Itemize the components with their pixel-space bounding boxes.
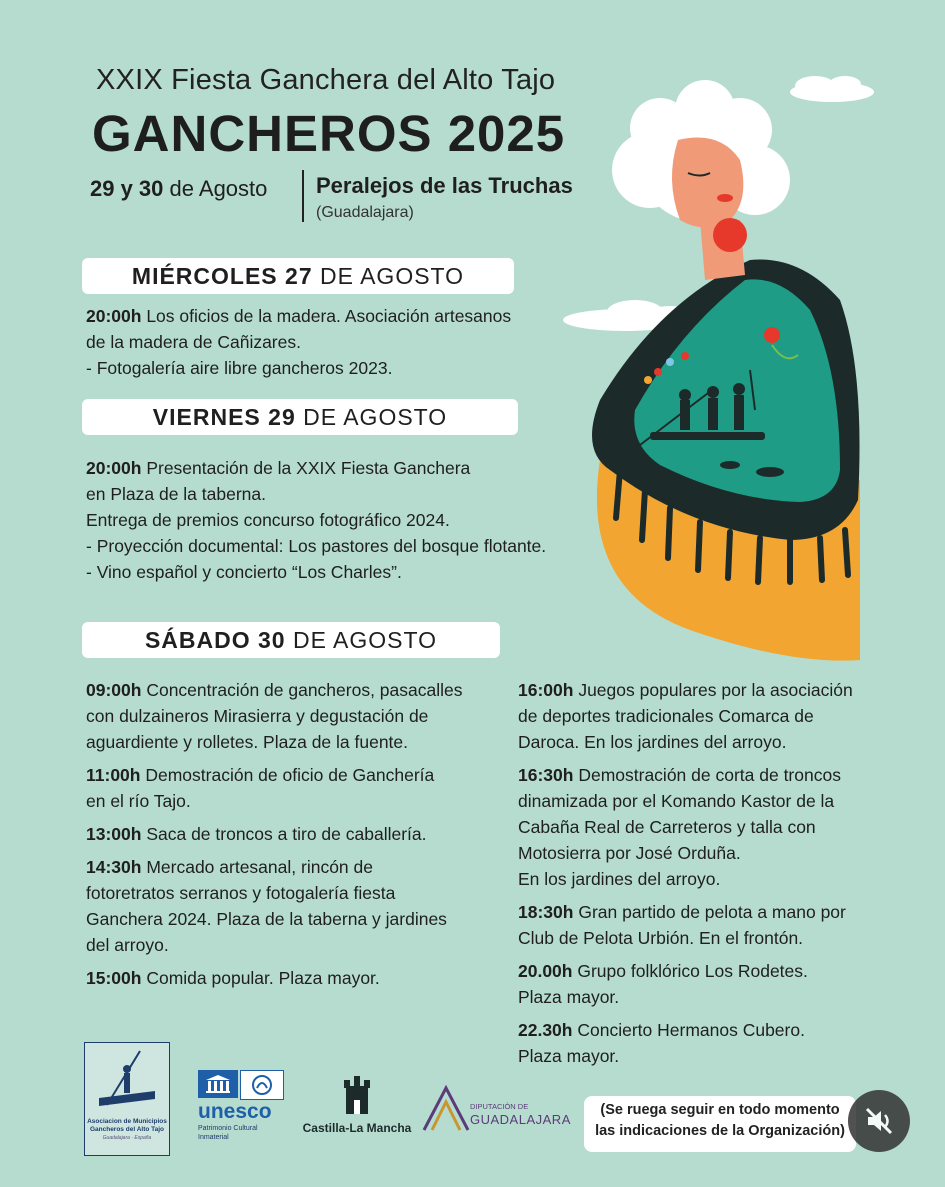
event-text: Plaza mayor. (518, 1046, 620, 1066)
event-text: Grupo folklórico Los Rodetes. (577, 961, 808, 981)
event-text: Concierto Hermanos Cubero. (577, 1020, 805, 1040)
event-text: Demostración de corta de troncos (578, 765, 841, 785)
triangle-icon (420, 1082, 472, 1134)
event-text: Presentación de la XXIX Fiesta Ganchera (146, 458, 471, 478)
event-text: Ganchera 2024. Plaza de la taberna y jardines (86, 909, 447, 929)
association-name: Gancheros del Alto Tajo (89, 1126, 165, 1133)
notice-text: (Se ruega seguir en todo momento (600, 1102, 840, 1118)
list-item (518, 1017, 928, 1069)
event-text: aguardiente y rolletes. Plaza de la fuente. (86, 732, 409, 752)
event-time: 22.30h (518, 1020, 573, 1040)
event-subtitle: XXIX Fiesta Ganchera del Alto Tajo (96, 64, 556, 96)
event-text: En los jardines del arroyo. (518, 869, 721, 889)
event-text: Concentración de gancheros, pasacalles (146, 680, 463, 700)
list-item (518, 899, 928, 951)
event-text: Club de Pelota Urbión. En el frontón. (518, 928, 804, 948)
event-time: 20:00h (86, 306, 142, 326)
day-header-rest: DE AGOSTO (320, 263, 465, 289)
event-text: Los oficios de la madera. Asociación artesanos (146, 306, 512, 326)
event-time: 16:30h (518, 765, 574, 785)
association-place: Guadalajara · España (102, 1135, 152, 1141)
event-text: Gran partido de pelota a mano por (578, 902, 846, 922)
day-header-bold: VIERNES 29 (152, 404, 296, 430)
event-text: Entrega de premios concurso fotográfico 2024. (86, 510, 450, 530)
temple-icon (198, 1070, 238, 1098)
event-text: Motosierra por José Orduña. (518, 843, 741, 863)
list-item (86, 677, 506, 755)
unesco-subtitle: Patrimonio Cultural (198, 1125, 258, 1132)
event-text: fotoretratos serranos y fotogalería fiesta (86, 883, 396, 903)
header-divider (302, 170, 304, 222)
event-text: Saca de troncos a tiro de caballería. (146, 824, 427, 844)
day-header-saturday (82, 622, 500, 658)
association-logo (84, 1042, 170, 1156)
event-title: GANCHEROS 2025 (92, 105, 566, 162)
speaker-muted-icon (862, 1104, 896, 1138)
day-header-friday (82, 399, 518, 435)
event-text: Juegos populares por la asociación (578, 680, 853, 700)
list-item (86, 965, 506, 991)
castilla-la-mancha-name: Castilla-La Mancha (302, 1121, 412, 1135)
diputacion-logo (420, 1082, 570, 1142)
day-header-bold: MIÉRCOLES 27 (131, 263, 313, 289)
day-header-bold: SÁBADO 30 (144, 627, 286, 653)
heritage-icon (240, 1070, 284, 1100)
association-name: Asociacion de Municipios (87, 1118, 167, 1125)
event-text: Daroca. En los jardines del arroyo. (518, 732, 787, 752)
event-text: de deportes tradicionales Comarca de (518, 706, 814, 726)
diputacion-label: DIPUTACIÓN DE (470, 1102, 529, 1111)
event-month: de Agosto (169, 176, 268, 201)
unesco-wordmark: unesco (198, 1100, 272, 1123)
event-time: 20:00h (86, 458, 142, 478)
event-text: con dulzaineros Mirasierra y degustación de (86, 706, 429, 726)
mute-button[interactable] (848, 1090, 910, 1152)
event-text: - Proyección documental: Los pastores del bosque flotante. (86, 536, 547, 556)
event-text: Demostración de oficio de Ganchería (145, 765, 435, 785)
castle-icon (342, 1072, 372, 1116)
ganchero-icon (85, 1043, 169, 1113)
event-dates (90, 176, 267, 202)
event-text: de la madera de Cañizares. (86, 332, 301, 352)
list-item (518, 762, 928, 892)
event-text: del arroyo. (86, 935, 169, 955)
event-text: Mercado artesanal, rincón de (146, 857, 373, 877)
event-text: Cabaña Real de Carreteros y talla con (518, 817, 816, 837)
organization-notice (584, 1096, 856, 1152)
day-header-rest: DE AGOSTO (303, 404, 448, 430)
event-time: 09:00h (86, 680, 142, 700)
event-time: 20.00h (518, 961, 573, 981)
cloud-icon (790, 76, 874, 102)
castilla-la-mancha-logo (302, 1072, 412, 1135)
event-days: 29 y 30 (90, 176, 164, 201)
event-time: 14:30h (86, 857, 142, 877)
event-text: - Vino español y concierto “Los Charles”. (86, 562, 402, 582)
friday-events (86, 455, 606, 585)
saturday-events-right (518, 677, 928, 1076)
event-time: 18:30h (518, 902, 574, 922)
event-place: Peralejos de las Truchas (316, 173, 573, 198)
saturday-events-left (86, 677, 506, 998)
event-text: en Plaza de la taberna. (86, 484, 266, 504)
notice-text: las indicaciones de la Organización) (595, 1123, 845, 1139)
day-header-rest: DE AGOSTO (292, 627, 438, 653)
event-region: (Guadalajara) (316, 204, 414, 221)
event-text: Plaza mayor. (518, 987, 620, 1007)
unesco-logo (198, 1070, 288, 1142)
event-text: dinamizada por el Komando Kastor de la (518, 791, 835, 811)
list-item (86, 854, 506, 958)
list-item (86, 821, 506, 847)
diputacion-name: GUADALAJARA (470, 1112, 571, 1127)
event-time: 15:00h (86, 968, 142, 988)
event-time: 16:00h (518, 680, 574, 700)
list-item (518, 677, 928, 755)
event-text: en el río Tajo. (86, 791, 191, 811)
list-item (86, 762, 506, 814)
event-time: 11:00h (86, 765, 141, 785)
wednesday-events (86, 303, 566, 381)
event-text: - Fotogalería aire libre gancheros 2023. (86, 358, 393, 378)
unesco-subtitle: Inmaterial (198, 1134, 229, 1141)
event-text: Comida popular. Plaza mayor. (146, 968, 380, 988)
list-item (518, 958, 928, 1010)
day-header-wednesday (82, 258, 514, 294)
event-time: 13:00h (86, 824, 142, 844)
